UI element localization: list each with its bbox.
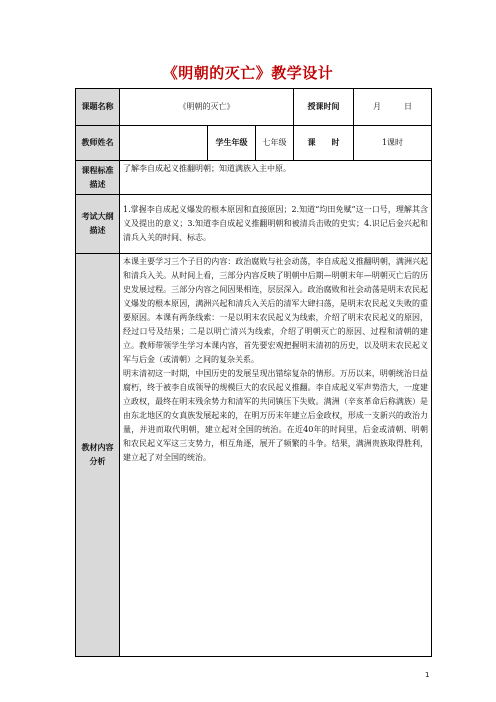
lesson-plan-table: [75, 88, 432, 657]
hours-value: 1课时: [354, 126, 432, 161]
teacher-value: [120, 126, 208, 161]
topic-value: 《明朝的灭亡》: [120, 89, 294, 126]
row-topic: [76, 89, 432, 126]
time-label: 授课时间: [294, 89, 354, 126]
exam-text: 1.掌握李自成起义爆发的根本原因和直接原因；2.知道“均田免赋”这一口号，理解其含义及提出的意义；3.知道李自成起义推翻明朝和被清兵击败的史实；4.识记后金兴起和清兵入关的时间、标志。: [120, 195, 432, 254]
analysis-paragraph-2: 明末清初这一时期，中国历史的发展呈现出错综复杂的情形。万历以来，明朝统治日益腐朽，终于被李自成领导的规模巨大的农民起义推翻。李自成起义军声势浩大，一度建立政权，最终在明末残余势力和清军的共同镇压下失败。满洲（辛亥革命后称满族）是由东北地区的女真族发展起来的，在明万历末年建立后金政权，形成一支新兴的政治力量，并进而取代明朝，建立起对全国的统治。在近40年的时间里，后金或清朝、明朝和农民起义军这三支势力，相互角逐，展开了频繁的斗争。结果，满洲贵族取得胜利，建立起了对全国的统治。: [123, 369, 428, 462]
time-day: 日: [404, 102, 413, 111]
row-analysis: [76, 254, 432, 657]
analysis-text: [120, 254, 432, 657]
document-title: 《明朝的灭亡》教学设计: [162, 64, 334, 82]
grade-value: 七年级: [256, 126, 294, 161]
row-standard: [76, 161, 432, 195]
standard-text: 了解李自成起义推翻明朝；知道满族入主中原。: [120, 161, 432, 195]
topic-label: 课题名称: [76, 89, 120, 126]
row-teacher: [76, 126, 432, 161]
grade-label: 学生年级: [208, 126, 256, 161]
time-month: 月: [372, 102, 381, 111]
row-exam: [76, 195, 432, 254]
page-number: 1: [425, 671, 430, 679]
analysis-paragraph-1: 本课主要学习三个子目的内容：政治腐败与社会动荡，李自成起义推翻明朝，满洲兴起和清兵入关。从时间上看，三部分内容反映了明朝中后期—明朝末年—明朝灭亡后的历史发展过程。三部分内容之间因果相连，层层深入。政治腐败和社会动荡是明末农民起义爆发的根本原因，满洲兴起和清兵入关后的清军大肆扫荡，是明末农民起义失败的重要原因。本课有两条线索：一是以明末农民起义为线索，介绍了明末农民起义的原因，经过口号及结果；二是以明亡清兴为线索，介绍了明朝灭亡的原因、过程和清朝的建立。教师带领学生学习本课内容，首先要宏观把握明末清初的历史，以及明末农民起义军与后金（或清朝）之间的复杂关系。: [123, 257, 428, 364]
teacher-label: 教师姓名: [76, 126, 120, 161]
standard-label: 课程标准描述: [76, 161, 120, 195]
hours-label: 课 时: [294, 126, 354, 161]
analysis-label: 教材内容分析: [76, 254, 120, 657]
time-value: [354, 89, 432, 126]
exam-label: 考试大纲描述: [76, 195, 120, 254]
